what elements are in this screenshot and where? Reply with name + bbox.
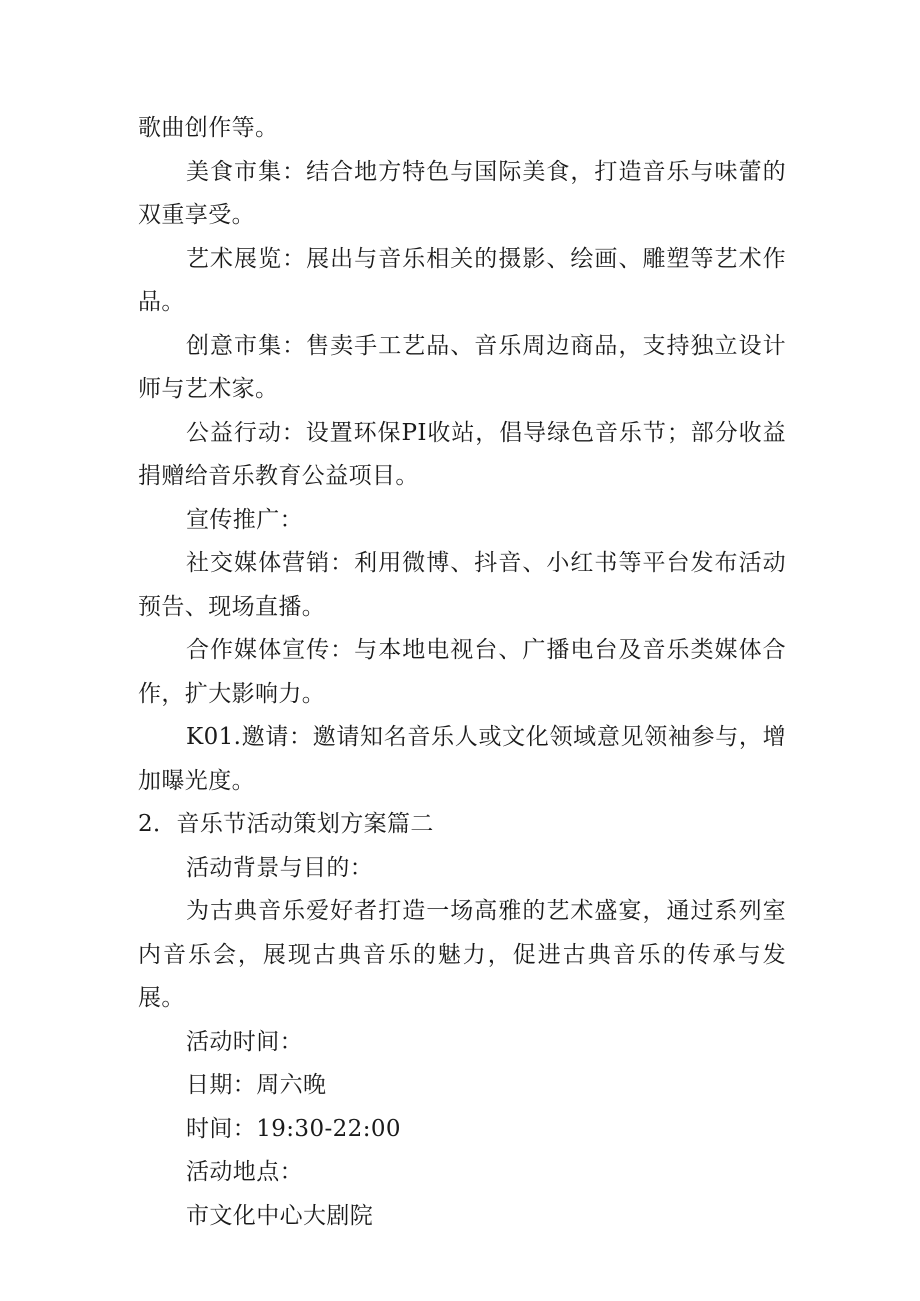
paragraph-date: 日期：周六晚 [186, 1072, 327, 1098]
paragraph-social-media: 社交媒体营销：利用微博、抖音、小红书等平台发布活动预告、现场直播。 [138, 550, 786, 620]
paragraph-location-heading: 活动地点： [186, 1159, 303, 1185]
paragraph-food-market: 美食市集：结合地方特色与国际美食，打造音乐与味蕾的双重享受。 [138, 158, 786, 228]
paragraph-background-heading: 活动背景与目的： [186, 854, 374, 881]
paragraph-time: 时间：19:30-22:00 [186, 1115, 401, 1142]
paragraph-charity-action: 公益行动：设置环保PI收站，倡导绿色音乐节；部分收益捐赠给音乐教育公益项目。 [138, 419, 786, 489]
paragraph-art-exhibition: 艺术展览：展出与音乐相关的摄影、绘画、雕塑等艺术作品。 [138, 245, 786, 315]
paragraph-background-text: 为古典音乐爱好者打造一场高雅的艺术盛宴，通过系列室内音乐会，展现古典音乐的魅力，促进古典音乐的传承与发展。 [138, 898, 786, 1011]
paragraph-location: 市文化中心大剧院 [186, 1202, 374, 1229]
paragraph-creative-market: 创意市集：售卖手工艺品、音乐周边商品，支持独立设计师与艺术家。 [138, 332, 786, 402]
paragraph-song-creation: 歌曲创作等。 [138, 115, 279, 141]
section-heading-plan-two: 2．音乐节活动策划方案篇二 [138, 811, 434, 837]
paragraph-promotion-heading: 宣传推广： [186, 506, 303, 533]
document-body [138, 107, 786, 1238]
paragraph-media-partners: 合作媒体宣传：与本地电视台、广播电台及音乐类媒体合作，扩大影响力。 [138, 637, 786, 707]
paragraph-time-heading: 活动时间： [186, 1028, 303, 1055]
paragraph-kol-invite: K01.邀请：邀请知名音乐人或文化领域意见领袖参与，增加曝光度。 [138, 724, 786, 794]
